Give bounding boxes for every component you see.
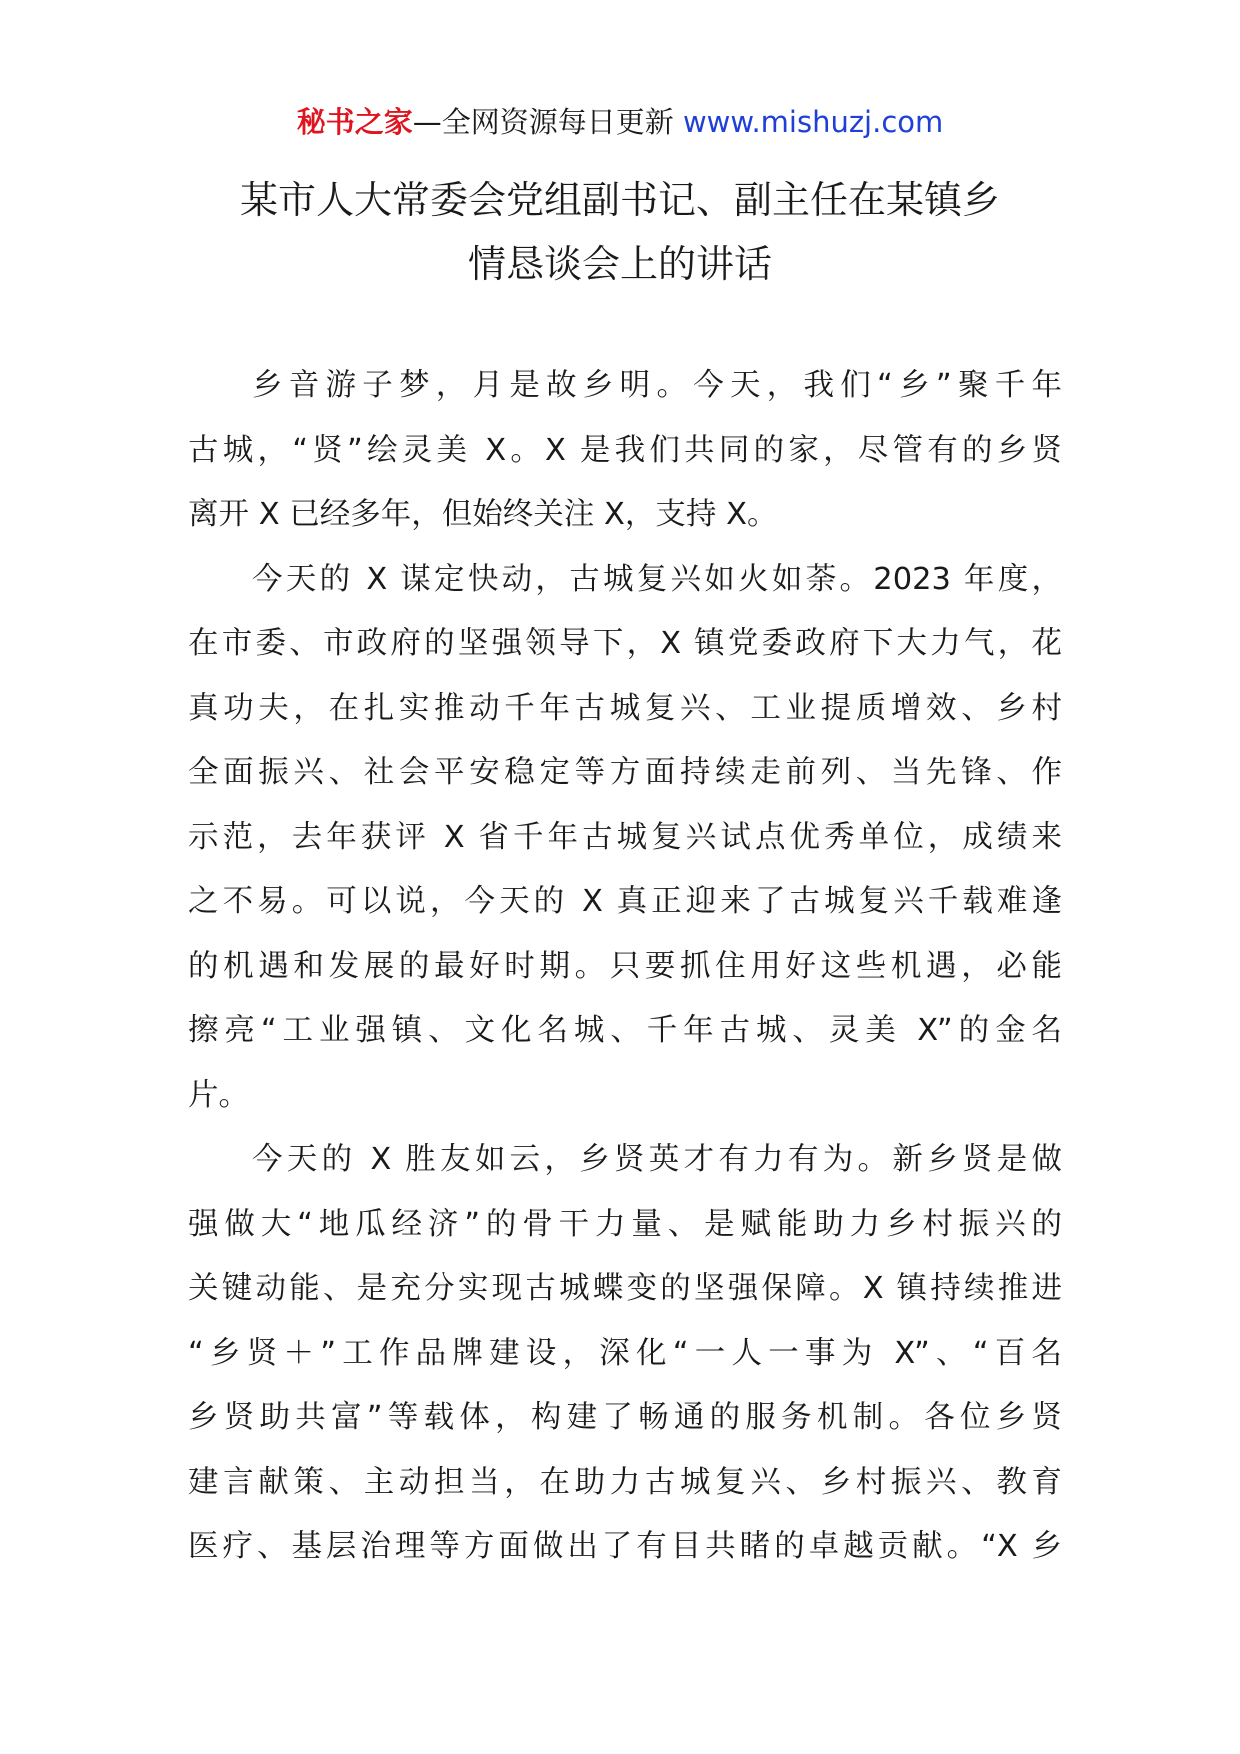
paragraph-line: 示范，去年获评 X 省千年古城复兴试点优秀单位，成绩来 <box>188 819 1062 855</box>
paragraph-line: 关键动能、是充分实现古城蝶变的坚强保障。X 镇持续推进 <box>188 1271 1062 1306</box>
site-brand: 秘书之家 <box>296 105 413 139</box>
paragraph-line: 乡贤助共富”等载体，构建了畅通的服务机制。各位乡贤 <box>188 1400 1062 1435</box>
paragraph-line: 真功夫，在扎实推动千年古城复兴、工业提质增效、乡村 <box>188 690 1062 726</box>
site-url-link[interactable]: www.mishuzj.com <box>682 105 944 139</box>
title-line-2: 情恳谈会上的讲话 <box>467 242 772 286</box>
title-line-1: 某市人大常委会党组副书记、副主任在某镇乡 <box>239 178 1000 222</box>
paragraph-2 <box>188 548 1062 1129</box>
paragraph-line: 医疗、基层治理等方面做出了有目共睹的卓越贡献。“X 乡 <box>188 1529 1062 1564</box>
paragraph-line: 擦亮“工业强镇、文化名城、千年古城、灵美 X”的金名 <box>188 1013 1062 1048</box>
paragraph-line: 片。 <box>188 1077 249 1113</box>
paragraph-line: 强做大“地瓜经济”的骨干力量、是赋能助力乡村振兴的 <box>188 1206 1062 1242</box>
paragraph-line: “乡贤＋”工作品牌建设，深化“一人一事为 X”、“百名 <box>188 1335 1062 1371</box>
paragraph-line: 今天的 X 胜友如云，乡贤英才有力有为。新乡贤是做 <box>252 1142 1062 1177</box>
paragraph-line: 今天的 X 谋定快动，古城复兴如火如荼。2023 年度， <box>252 561 1062 597</box>
paragraph-1 <box>188 354 1062 548</box>
document-title <box>120 168 1120 296</box>
paragraph-line: 建言献策、主动担当，在助力古城复兴、乡村振兴、教育 <box>188 1464 1062 1500</box>
paragraph-3 <box>188 1128 1062 1580</box>
paragraph-line: 全面振兴、社会平安稳定等方面持续走前列、当先锋、作 <box>188 755 1062 790</box>
paragraph-line: 古城，“贤”绘灵美 X。X 是我们共同的家，尽管有的乡贤 <box>188 432 1062 468</box>
paragraph-line: 在市委、市政府的坚强领导下，X 镇党委政府下大力气，花 <box>188 626 1062 661</box>
paragraph-line: 之不易。可以说，今天的 X 真正迎来了古城复兴千载难逢 <box>188 884 1062 919</box>
document-body <box>188 354 1062 1580</box>
paragraph-line: 离开 X 已经多年，但始终关注 X，支持 X。 <box>188 497 778 532</box>
site-slogan: —全网资源每日更新 <box>412 105 674 139</box>
site-header <box>0 102 1240 142</box>
paragraph-line: 的机遇和发展的最好时期。只要抓住用好这些机遇，必能 <box>188 948 1062 984</box>
paragraph-line: 乡音游子梦，月是故乡明。今天，我们“乡”聚千年 <box>252 368 1062 403</box>
